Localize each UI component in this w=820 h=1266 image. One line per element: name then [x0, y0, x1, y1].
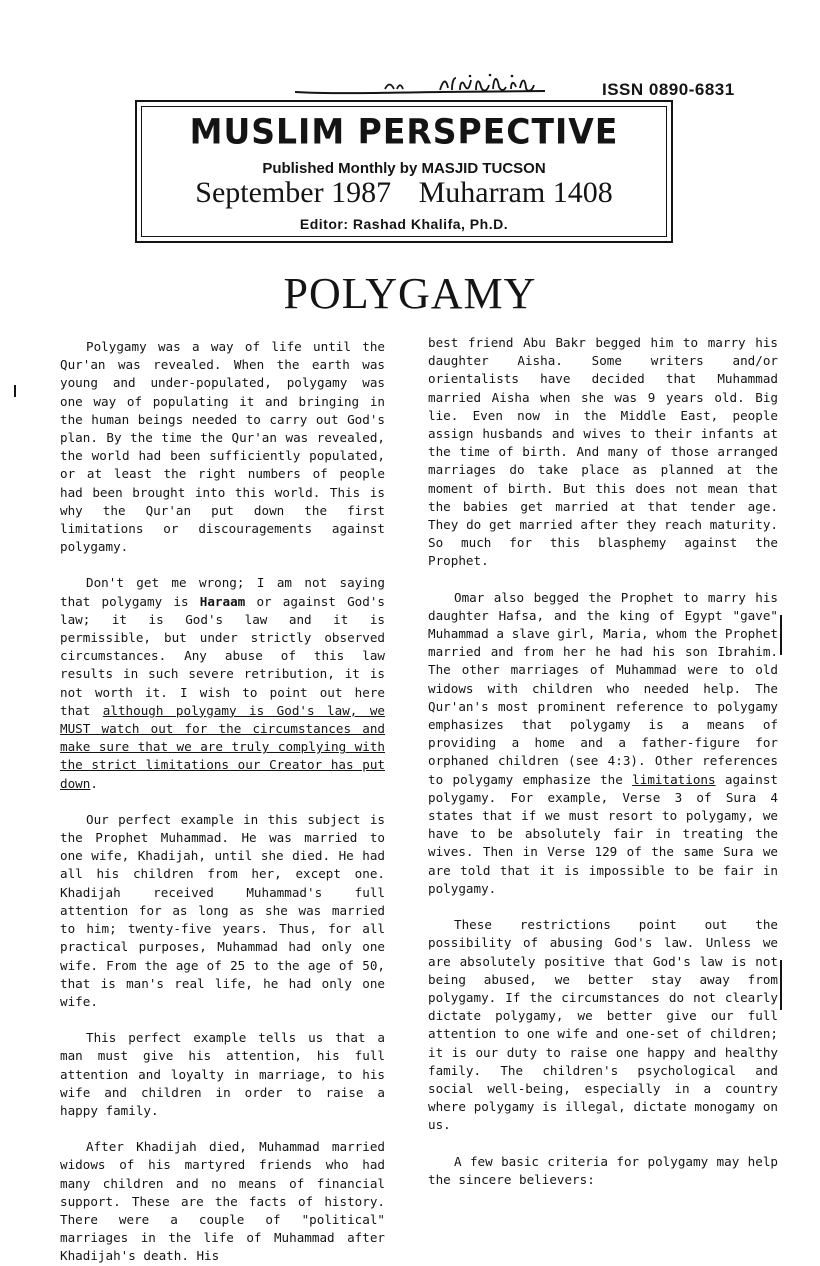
- bismillah-calligraphy: [290, 70, 550, 100]
- text-run: against polygamy. For example, Verse 3 of Sura 4 states that if we must resort to polygamy, we have to be absolutely fair in treating the wives. Then in Verse 129 of the same Sura we are told that it is impossible to be fair in polygamy.: [428, 771, 778, 896]
- publication-title: MUSLIM PERSPECTIVE: [189, 111, 619, 152]
- article-title: POLYGAMY: [283, 269, 537, 318]
- publisher-line: Published Monthly by MASJID TUCSON: [262, 160, 546, 177]
- editor-line: Editor: Rashad Khalifa, Ph.D.: [299, 216, 509, 232]
- paragraph: [428, 589, 778, 898]
- right-column: [428, 334, 778, 1189]
- text-run: Don't get me wrong; I am not saying that polygamy is: [60, 575, 385, 609]
- issue-date: [137, 176, 671, 210]
- masthead-box: [135, 100, 673, 243]
- scan-mark: [780, 615, 782, 655]
- text-run: or against God's law; it is God's law and it is permissible, but under strictly observed circumstances. Any abuse of this law results in such severe retribution, it is not worth it. I wish to point out here that: [60, 593, 385, 718]
- paragraph: Our perfect example in this subject is the Prophet Muhammad. He was married to one wife, Khadijah, until she died. He had all his children from her, except one. Khadijah received Muhammad's full attention for as long as she was married to him; twenty-five years. Thus, for all practical purposes, Muhammad had only one wife. From the age of 25 to the age of 50, that is man's real life, he had only one wife.: [60, 811, 385, 1009]
- scan-mark: [14, 385, 16, 397]
- date-gregorian: September 1987: [195, 176, 392, 209]
- text-run: Omar also begged the Prophet to marry his daughter Hafsa, and the king of Egypt "gave" Muhammad a slave girl, Maria, whom the Prophet married and from her he had his son Ibrahim. The other marriages of Muhammad were to old widows with children who needed help. The Qur'an's most prominent reference to polygamy emphasizes that polygamy is a means of providing a home and a father-figure for orphaned children (see 4:3). Other references to polygamy emphasize the: [428, 589, 778, 787]
- left-column: [60, 338, 385, 1266]
- issn-number: ISSN 0890-6831: [602, 80, 735, 99]
- paragraph: [60, 574, 385, 792]
- paragraph: best friend Abu Bakr begged him to marry his daughter Aisha. Some writers and/or orientalists have decided that Muhammad married Aisha when she was 9 years old. Big lie. Even now in the Middle East, people assign husbands and wives to their infants at the time of birth. And many of those arranged marriages do take place as planned at the moment of birth. But this does not mean that the babies get married at that tender age. They do get married after they reach maturity. So much for this blasphemy against the Prophet.: [428, 335, 778, 569]
- text-run: .: [90, 775, 98, 791]
- paragraph: This perfect example tells us that a man must give his attention, his full attention and loyalty in marriage, to his wife and children in order to raise a happy family.: [60, 1030, 385, 1118]
- term-haraam: Haraam: [199, 593, 246, 609]
- emphasized-text: although polygamy is God's law, we MUST watch out for the circumstances and make sure that we are truly complying with the strict limitations our Creator has put down: [60, 702, 385, 791]
- paragraph: Polygamy was a way of life until the Qur'an was revealed. When the earth was young and under-populated, polygamy was one way of populating it and bringing in the human beings needed to carry out God's plan. By the time the Qur'an was revealed, the world had been sufficiently populated, or at least the right numbers of people had been brought into this world. This is why the Qur'an put down the first limitations or discouragements against polygamy.: [60, 339, 385, 555]
- paragraph: After Khadijah died, Muhammad married widows of his martyred friends who had many children and no means of financial support. These are the facts of history. There were a couple of "political" marriages in the life of Muhammad after Khadijah's death. His: [60, 1139, 385, 1264]
- paragraph: These restrictions point out the possibility of abusing God's law. Unless we are absolutely positive that God's law is not being abused, we better stay away from polygamy. If the circumstances do not clearly dictate polygamy, we better give our full attention to one wife and one-set of children; it is our duty to raise one happy and healthy family. The children's psychological and social well-being, especially in a country where polygamy is illegal, dictate monogamy on us.: [428, 917, 778, 1133]
- date-hijri: Muharram 1408: [418, 176, 613, 209]
- scan-mark: [780, 960, 782, 1010]
- emphasized-limitations: limitations: [632, 771, 716, 787]
- paragraph: A few basic criteria for polygamy may help the sincere believers:: [428, 1153, 778, 1187]
